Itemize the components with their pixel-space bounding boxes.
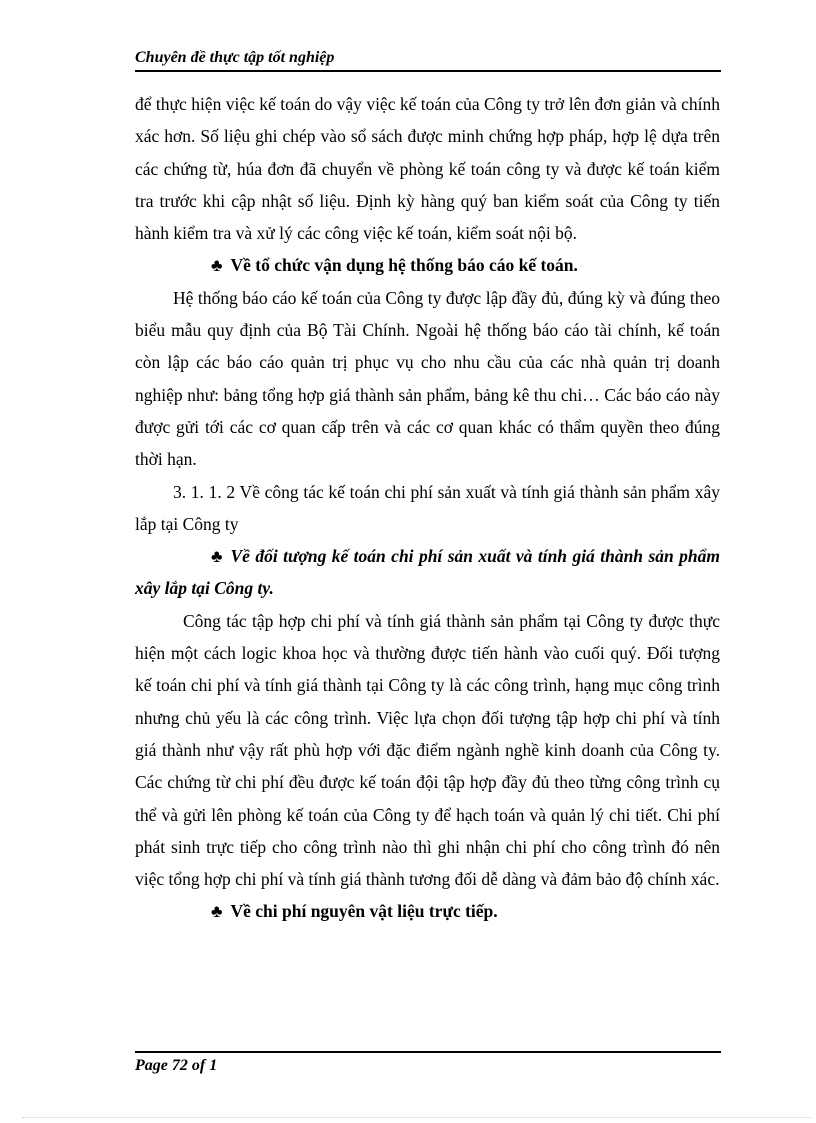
club-bullet-icon: ♣	[211, 546, 223, 567]
document-body	[135, 88, 720, 928]
club-bullet-icon: ♣	[211, 255, 223, 276]
footer-divider	[135, 1051, 721, 1053]
page-edge-dotted-line	[22, 1117, 812, 1118]
section-heading-text: Về đối tượng kế toán chi phí sản xuất và tính giá thành sản phẩm xây lắp tại Công ty.	[135, 546, 720, 599]
section-heading	[135, 540, 720, 605]
running-header: Chuyên đề thực tập tốt nghiệp	[135, 49, 335, 66]
club-bullet-icon: ♣	[211, 901, 223, 922]
section-heading-text: Về chi phí nguyên vật liệu trực tiếp.	[230, 901, 498, 922]
section-heading	[135, 895, 720, 927]
section-heading	[135, 249, 720, 281]
paragraph: Công tác tập hợp chi phí và tính giá thành sản phẩm tại Công ty được thực hiện một cách logic khoa học và thường được tiến hành vào cuối quý. Đối tượng kế toán chi phí và tính giá thành tại Công ty là các công trình, hạng mục công trình nhưng chủ yếu là các công trình. Việc lựa chọn đối tượng tập hợp chi phí và tính giá thành như vậy rất phù hợp với đặc điểm ngành nghề kinh doanh của Công ty. Các chứng từ chi phí đều được kế toán đội tập hợp đầy đủ theo từng công trình cụ thể và gửi lên phòng kế toán của Công ty để hạch toán và quản lý chi tiết. Chi phí phát sinh trực tiếp cho công trình nào thì ghi nhận chi phí cho công trình đó nên việc tổng hợp chi phí và tính giá thành tương đối dễ dàng và đảm bảo độ chính xác.	[135, 610, 720, 890]
page-number: Page 72 of 1	[135, 1057, 218, 1074]
paragraph: Hệ thống báo cáo kế toán của Công ty được lập đầy đủ, đúng kỳ và đúng theo biểu mẫu quy định của Bộ Tài Chính. Ngoài hệ thống báo cáo tài chính, kế toán còn lập các báo cáo quản trị phục vụ cho nhu cầu của các nhà quản trị doanh nghiệp như: bảng tổng hợp giá thành sản phẩm, bảng kê thu chi… Các báo cáo này được gửi tới các cơ quan cấp trên và các cơ quan khác có thẩm quyền theo đúng thời hạn.	[135, 287, 720, 470]
paragraph: để thực hiện việc kế toán do vậy việc kế toán của Công ty trở lên đơn giản và chính xác hơn. Số liệu ghi chép vào sổ sách được minh chứng hợp pháp, hợp lệ dựa trên các chứng từ, húa đơn đã chuyển về phòng kế toán công ty và được kế toán kiểm tra trước khi cập nhật số liệu. Định kỳ hàng quý ban kiểm soát của Công ty tiến hành kiểm tra và xử lý các công việc kế toán, kiểm soát nội bộ.	[135, 94, 720, 244]
header-divider	[135, 70, 721, 72]
section-heading-text: Về tổ chức vận dụng hệ thống báo cáo kế toán.	[230, 255, 578, 276]
subsection-title: 3. 1. 1. 2 Về công tác kế toán chi phí sản xuất và tính giá thành sản phẩm xây lắp tại Công ty	[135, 481, 720, 534]
